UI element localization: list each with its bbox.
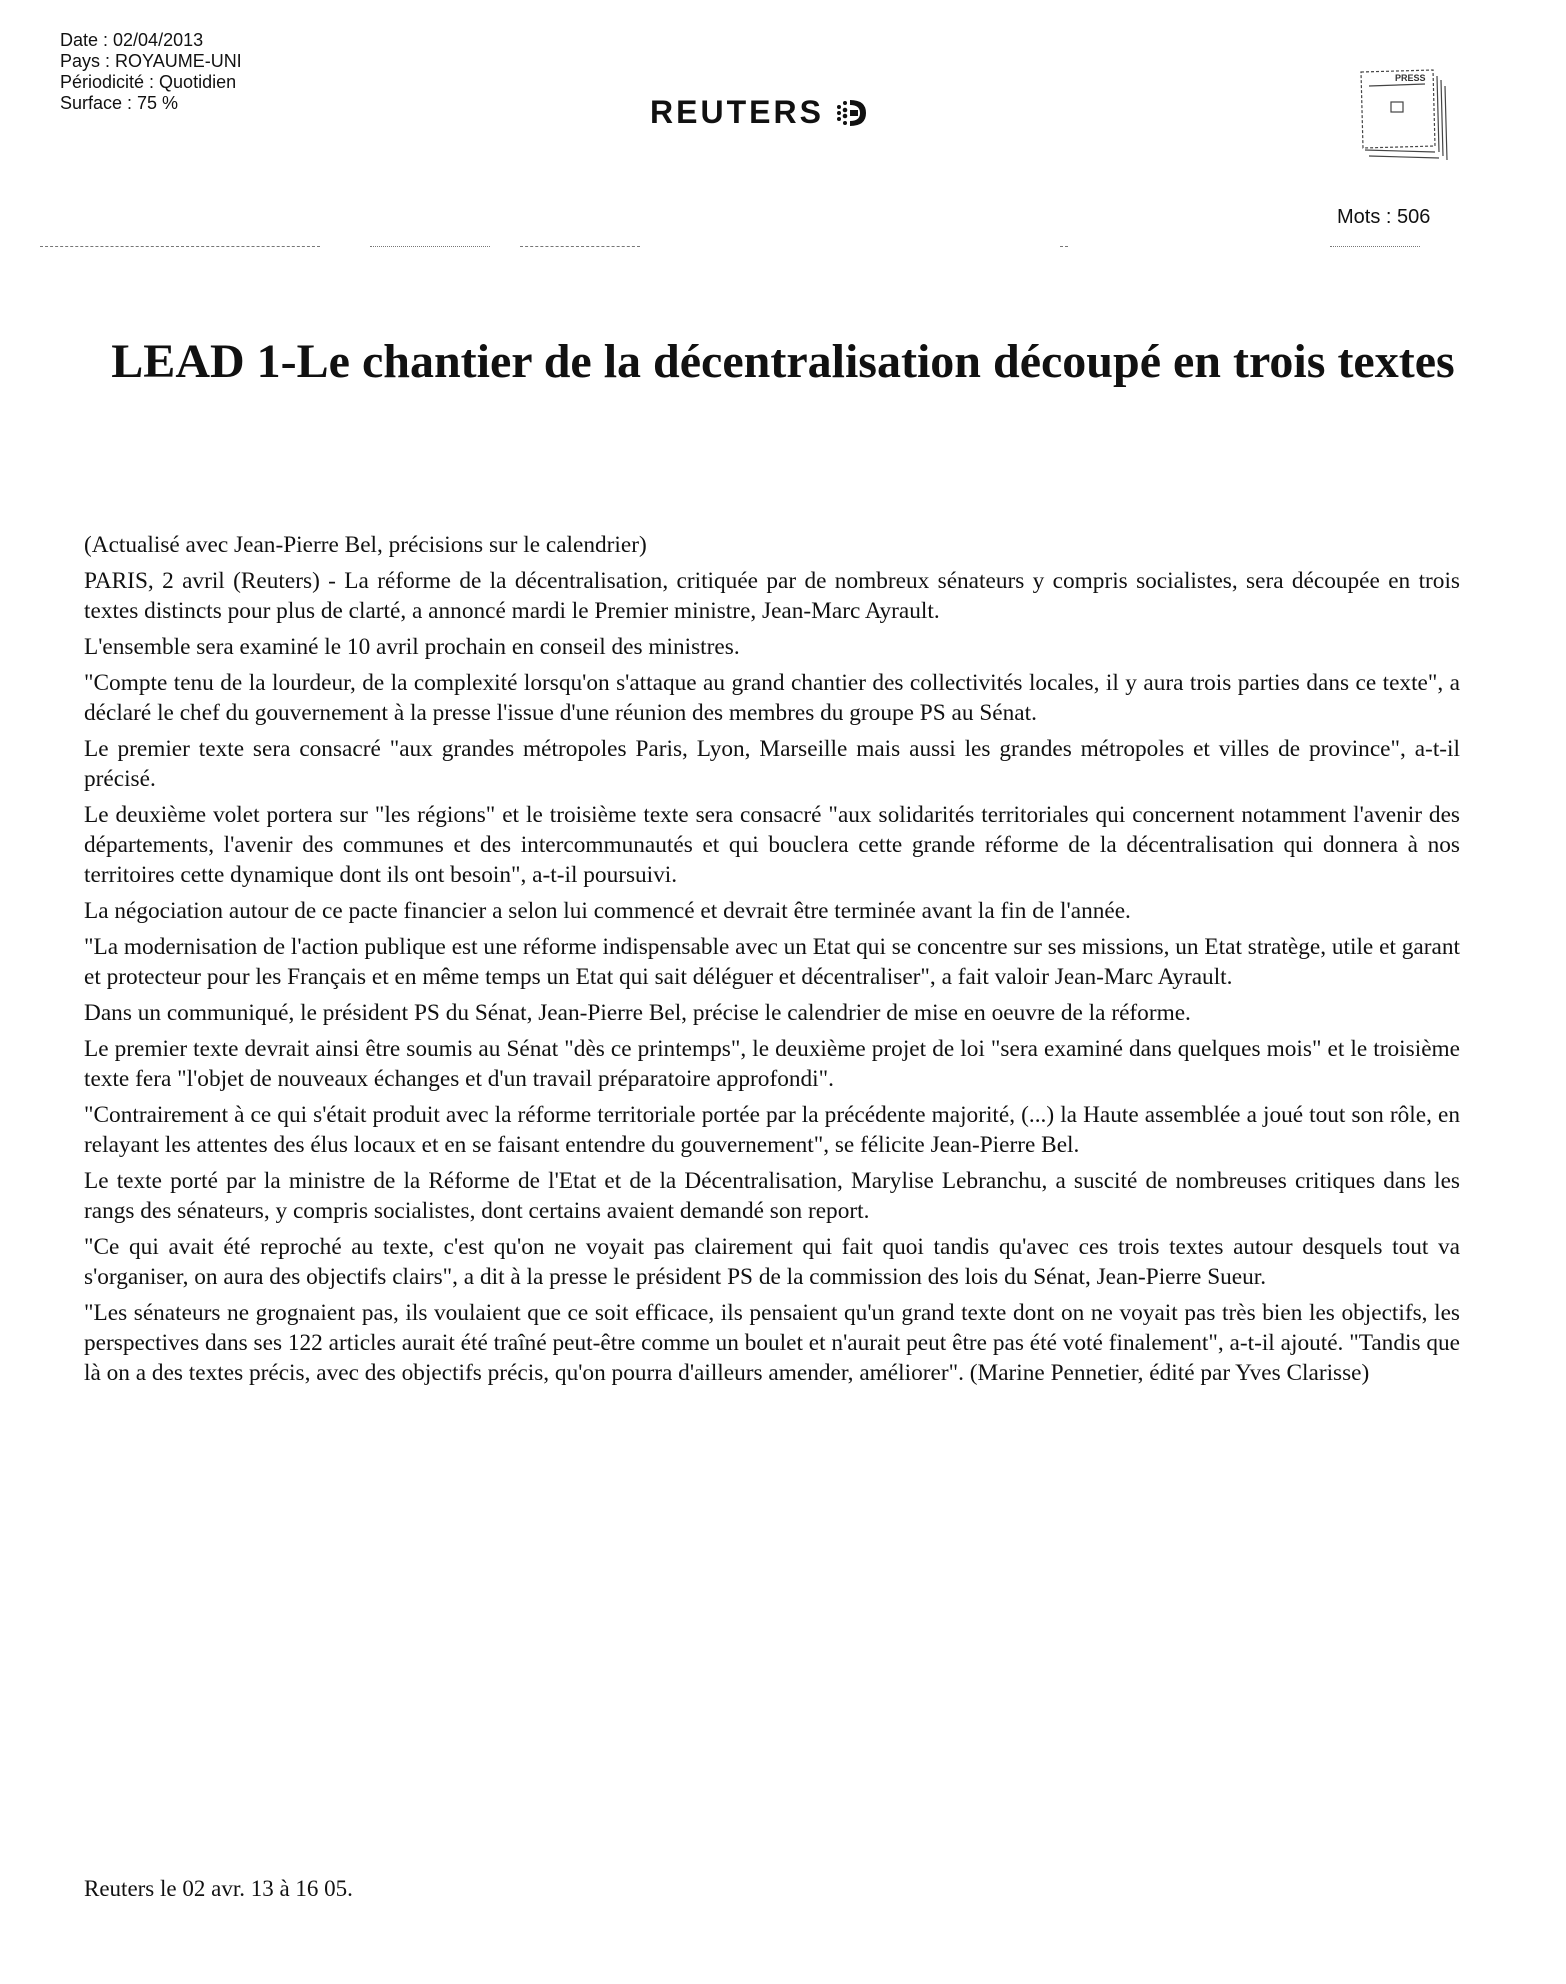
reuters-logo [650, 94, 870, 131]
meta-date: Date : 02/04/2013 [60, 30, 204, 50]
article-paragraph: "Les sénateurs ne grognaient pas, ils voulaient que ce soit efficace, ils pensaient qu'un grand texte dont on ne voyait pas très bien les objectifs, les perspectives dans ses 122 articles aurait été traîné peut-être comme un boulet et n'aurait peut être pas été voté finalement", a-t-il ajouté. "Tandis que là on a des textes précis, avec des objectifs précis, qu'on pourra d'ailleurs amender, améliorer". (Marine Pennetier, édité par Yves Clarisse) [84, 1300, 1460, 1386]
svg-text:PRESS: PRESS [1395, 73, 1426, 83]
article-paragraph: "Compte tenu de la lourdeur, de la complexité lorsqu'on s'attaque au grand chantier des collectivités locales, il y aura trois parties dans ce texte", a déclaré le chef du gouvernement à la presse l'issue d'une réunion des membres du groupe PS au Sénat. [84, 670, 1460, 726]
meta-surface: Surface : 75 % [60, 93, 179, 113]
separator-line [1330, 246, 1420, 247]
separator-line [520, 246, 640, 247]
article-paragraph: La négociation autour de ce pacte financier a selon lui commencé et devrait être terminée avant la fin de l'année. [84, 898, 1131, 924]
separator-line [370, 246, 490, 247]
article-paragraph: Le deuxième volet portera sur "les régions" et le troisième texte sera consacré "aux solidarités territoriales qui concernent notamment l'avenir des départements, l'avenir des communes et des intercommunautés et qui bouclera cette grande réforme de la décentralisation qui donnera à nos territoires cette dynamique dont ils ont besoin", a-t-il poursuivi. [84, 802, 1460, 888]
article-paragraph: L'ensemble sera examiné le 10 avril prochain en conseil des ministres. [84, 634, 740, 660]
article-paragraph: (Actualisé avec Jean-Pierre Bel, précisions sur le calendrier) [84, 532, 647, 558]
reuters-dot-logo-icon [836, 97, 870, 129]
article-paragraph: PARIS, 2 avril (Reuters) - La réforme de la décentralisation, critiquée par de nombreux sénateurs y compris socialistes, sera découpée en trois textes distincts pour plus de clarté, a annoncé mardi le Premier ministre, Jean-Marc Ayrault. [84, 568, 1460, 624]
article-paragraph: Le premier texte sera consacré "aux grandes métropoles Paris, Lyon, Marseille mais aussi les grandes métropoles et villes de province", a-t-il précisé. [84, 736, 1460, 792]
article-paragraph: Dans un communiqué, le président PS du Sénat, Jean-Pierre Bel, précise le calendrier de mise en oeuvre de la réforme. [84, 1000, 1191, 1026]
article-paragraph: "La modernisation de l'action publique est une réforme indispensable avec un Etat qui se concentre sur ses missions, un Etat stratège, utile et garant et protecteur pour les Français et en même temps un Etat qui sait déléguer et décentraliser", a fait valoir Jean-Marc Ayrault. [84, 934, 1460, 990]
article-paragraph: "Ce qui avait été reproché au texte, c'est qu'on ne voyait pas clairement qui fait quoi tandis qu'avec ces trois textes autour desquels tout va s'organiser, on aura des objectifs clairs", a dit à la presse le président PS de la commission des lois du Sénat, Jean-Pierre Sueur. [84, 1234, 1460, 1290]
article-paragraph: Le premier texte devrait ainsi être soumis au Sénat "dès ce printemps", le deuxième projet de loi "sera examiné dans quelques mois" et le troisième texte fera "l'objet de nouveaux échanges et d'un travail préparatoire approfondi". [84, 1036, 1460, 1092]
separator-line [40, 246, 320, 247]
article-paragraph: "Contrairement à ce qui s'était produit avec la réforme territoriale portée par la précédente majorité, (...) la Haute assemblée a joué tout son rôle, en relayant les attentes des élus locaux et en se faisant entendre du gouvernement", se félicite Jean-Pierre Bel. [84, 1102, 1460, 1158]
article-title: LEAD 1-Le chantier de la décentralisation découpé en trois textes [111, 335, 1455, 388]
word-count: Mots : 506 [1337, 206, 1431, 228]
article-paragraph: Le texte porté par la ministre de la Réforme de l'Etat et de la Décentralisation, Marylise Lebranchu, a suscité de nombreuses critiques dans les rangs des sénateurs, y compris socialistes, dont certains avaient demandé son report. [84, 1168, 1460, 1224]
logo-text: REUTERS [650, 94, 824, 130]
separator-line [1060, 246, 1068, 247]
meta-periodicity: Périodicité : Quotidien [60, 72, 237, 92]
meta-country: Pays : ROYAUME-UNI [60, 51, 242, 71]
article-body [84, 530, 1460, 1394]
document-metadata [60, 30, 242, 114]
press-stamp-icon [1355, 66, 1451, 164]
source-footer: Reuters le 02 avr. 13 à 16 05. [84, 1876, 353, 1901]
